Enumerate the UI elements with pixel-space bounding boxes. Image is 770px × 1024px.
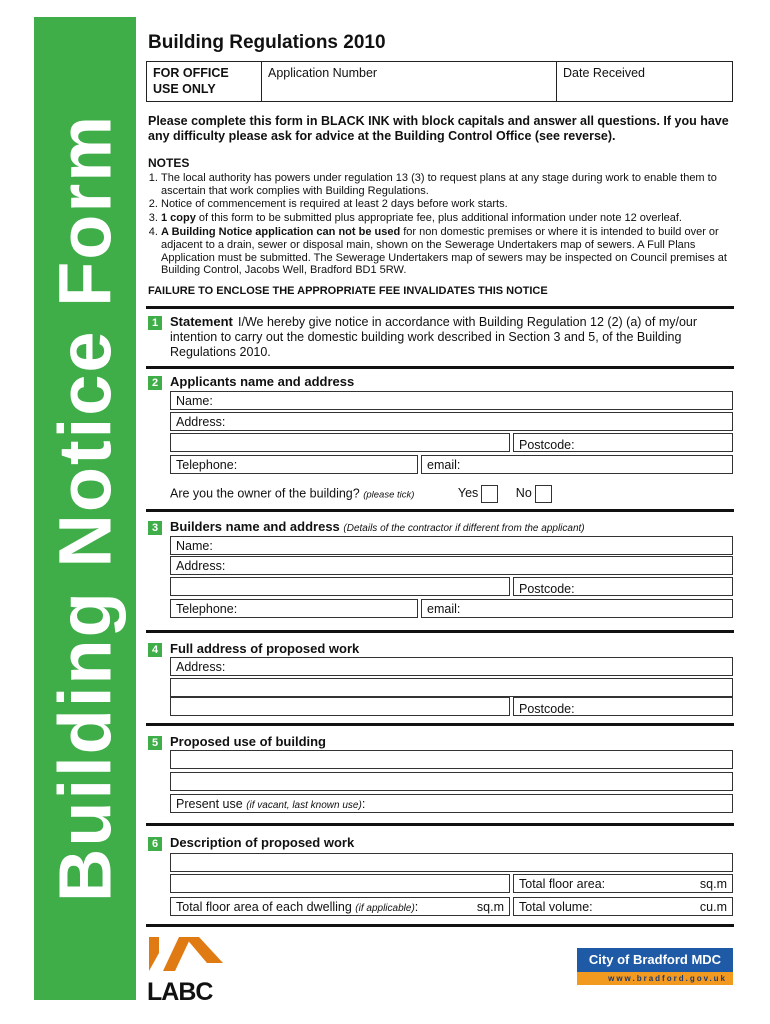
note-4 [161,226,738,277]
note-2: 2. Notice of commencement is required at least 2 days before work starts. [161,198,738,211]
total-floor-area-label: Total floor area: [519,877,606,891]
note-3-text: of this form to be submitted plus appropriate fee, plus additional information under note 12 overleaf. [195,212,682,225]
colon: : [361,797,366,811]
unit-sqm: sq.m [699,877,727,891]
no-label: No [515,486,532,501]
owner-question-text: Are you the owner of the building? [170,486,360,501]
section-2-heading [148,374,354,390]
divider [146,306,734,309]
note-1: 1. The local authority has powers under regulation 13 (3) to request plans at any stage during work to enable them to ascertain that work complies with Building Regulations. [161,172,738,198]
labc-logo [147,935,239,1006]
dwelling-floor-area-label: Total floor area of each dwelling [176,900,352,914]
section-1-statement [148,314,733,360]
section-number: 5 [148,736,162,750]
section-5-heading [148,734,326,750]
statement-label: Statement [170,314,233,329]
note-4-bold: A Building Notice application can not be used [161,225,401,238]
application-number-field[interactable]: Application Number [262,62,557,101]
divider [146,630,734,633]
section-number: 3 [148,521,162,535]
builder-address-line2[interactable] [170,577,510,596]
labc-roof-icon [147,935,239,975]
form-title-vertical: Building Notice Form [43,113,127,903]
builder-name-field[interactable]: Name: [170,536,733,555]
present-use-hint: (if vacant, last known use) [246,800,362,811]
divider [146,723,734,726]
bradford-name: City of Bradford MDC [577,948,733,972]
owner-hint: (please tick) [363,489,415,501]
owner-question [170,485,552,503]
notes-heading: NOTES [148,156,190,170]
no-checkbox[interactable] [535,485,552,503]
fee-warning: FAILURE TO ENCLOSE THE APPROPRIATE FEE INVALIDATES THIS NOTICE [148,285,548,297]
work-address-line3[interactable] [170,697,510,716]
colon: : [414,900,419,914]
labc-text: LABC [147,978,213,1006]
section-number: 2 [148,376,162,390]
section-title: Builders name and address [170,519,340,534]
notes [148,157,738,278]
note-3-bold: 1 copy [161,212,196,225]
work-description-field[interactable] [170,853,733,872]
total-volume-field[interactable] [513,897,733,916]
applicant-address-field[interactable]: Address: [170,412,733,431]
work-address-field[interactable]: Address: [170,657,733,676]
statement-text: I/We hereby give notice in accordance with Building Regulation 12 (2) (a) of my/our intention to carry out the domestic building work described in Section 3 and 5, of the Building Regulations 2010. [170,315,698,359]
applicant-address-line2[interactable] [170,433,510,452]
present-use-field[interactable] [170,794,733,813]
applicant-name-field[interactable]: Name: [170,391,733,410]
divider [146,823,734,826]
total-floor-area-field[interactable] [513,874,733,893]
dwelling-hint: (if applicable) [355,903,415,914]
applicant-telephone-field[interactable]: Telephone: [170,455,418,474]
proposed-use-line2[interactable] [170,772,733,791]
builder-postcode-field[interactable]: Postcode: [513,577,733,596]
applicant-email-field[interactable]: email: [421,455,733,474]
section-6-heading [148,835,354,851]
divider [146,366,734,369]
work-address-line2[interactable] [170,678,733,697]
office-use-box [146,61,733,102]
total-volume-label: Total volume: [519,900,593,914]
dwelling-floor-area-field[interactable] [170,897,510,916]
section-title: Full address of proposed work [170,641,360,656]
unit-sqm: sq.m [476,900,504,914]
present-use-label: Present use [176,797,243,811]
section-title: Proposed use of building [170,734,326,749]
divider [146,924,734,927]
work-postcode-field[interactable]: Postcode: [513,697,733,716]
section-title: Description of proposed work [170,835,355,850]
note-4-text: for non domestic premises or where it is intended to build over or adjacent to a drain, sewer or disposal main, shown on the Sewerage Undertakers map of sewers. A Full Plans Application must be submitted. The Sewerage Undertakers map of sewers may be inspected on Council premises at Building Control, Jacobs Well, Bradford BD1 5RW. [161,225,727,277]
yes-checkbox[interactable] [481,485,498,503]
unit-cum: cu.m [699,900,727,914]
bradford-url: www.bradford.gov.uk [577,972,733,985]
intro-text: Please complete this form in BLACK INK with block capitals and answer all questions. If you have any difficulty please ask for advice at the Building Control Office (see reverse). [148,114,729,143]
divider [146,509,734,512]
yes-label: Yes [457,486,479,501]
note-3 [161,212,738,225]
builder-address-field[interactable]: Address: [170,556,733,575]
bradford-logo [577,948,733,986]
builder-email-field[interactable]: email: [421,599,733,618]
section-number: 1 [148,316,162,330]
section-4-heading [148,641,359,657]
date-received-field[interactable]: Date Received [563,66,645,80]
applicant-postcode-field[interactable]: Postcode: [513,433,733,452]
section-title: Applicants name and address [170,374,355,389]
section-hint: (Details of the contractor if different from the applicant) [343,523,585,534]
builder-telephone-field[interactable]: Telephone: [170,599,418,618]
page-title: Building Regulations 2010 [148,32,386,53]
section-number: 4 [148,643,162,657]
sidebar-banner [34,17,136,1000]
office-use-label: FOR OFFICE USE ONLY [147,62,262,101]
proposed-use-field[interactable] [170,750,733,769]
section-number: 6 [148,837,162,851]
work-description-line2[interactable] [170,874,510,893]
section-3-heading [148,519,585,535]
